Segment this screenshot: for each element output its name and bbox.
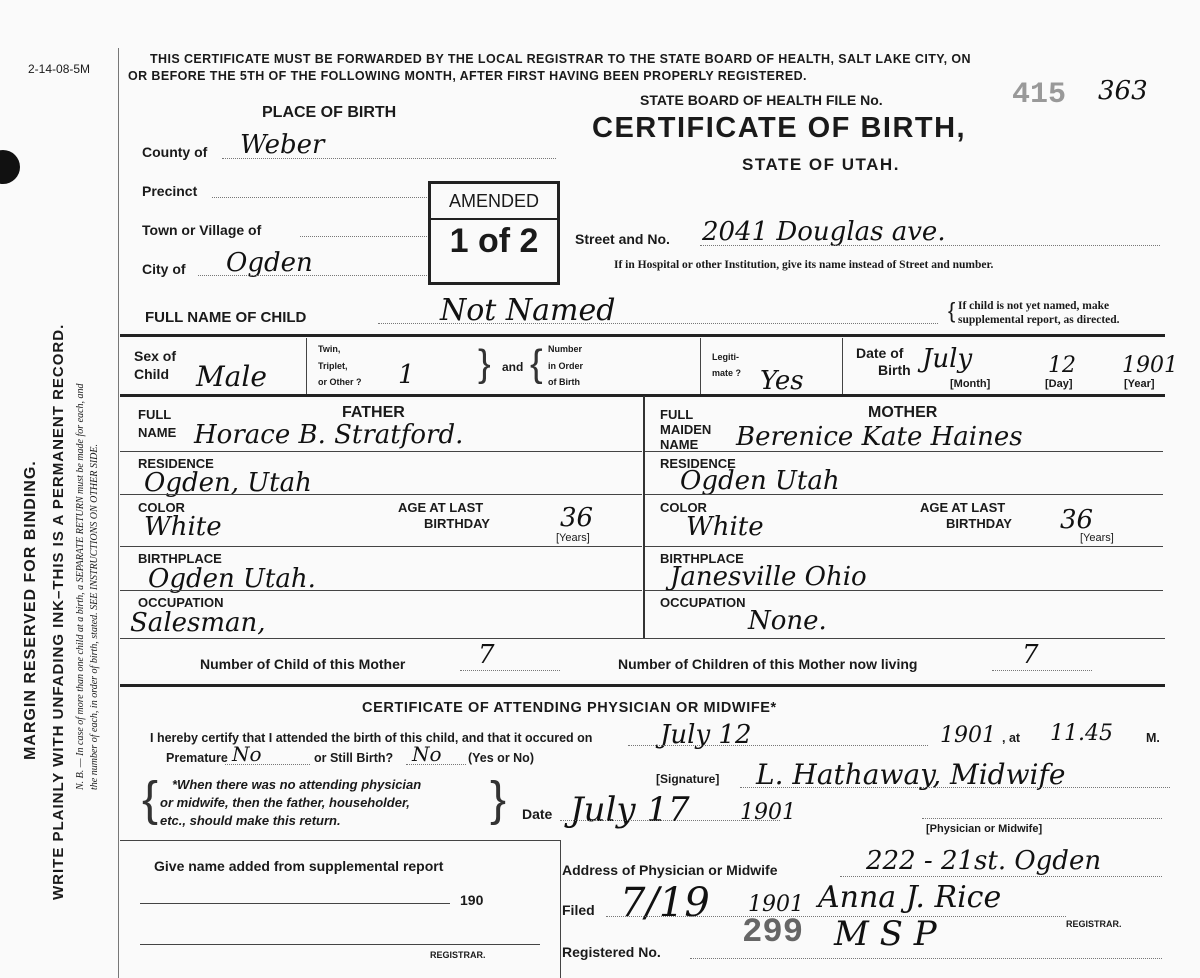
mother-years-label: [Years] (1080, 532, 1114, 544)
m-label: M. (1146, 731, 1160, 745)
certificate-title: CERTIFICATE OF BIRTH, (592, 112, 967, 144)
sex-value: Male (196, 360, 267, 393)
premature-value: No (232, 742, 262, 766)
filed-label: Filed (562, 902, 595, 918)
father-years-label: [Years] (556, 532, 590, 544)
address-value: 222 - 21st. Ogden (866, 846, 1102, 876)
physician-heading: CERTIFICATE OF ATTENDING PHYSICIAN OR MIDWIFE* (362, 700, 777, 716)
precinct-label: Precinct (142, 183, 198, 199)
mother-residence-label: RESIDENCE (660, 456, 736, 471)
living-label: Number of Children of this Mother now living (618, 656, 918, 672)
dob-label-1: Date of (856, 345, 904, 361)
dob-label-2: Birth (878, 362, 911, 378)
filed-date-value: 7/19 (620, 880, 710, 926)
father-name-value: Horace B. Stratford. (194, 420, 464, 450)
date-label: Date (522, 806, 553, 822)
mother-color-value: White (686, 512, 764, 542)
registrar-signature: Anna J. Rice (818, 880, 1002, 915)
father-occupation-value: Salesman, (130, 608, 266, 638)
street-label: Street and No. (575, 231, 670, 247)
note-line-3: etc., should make this return. (160, 813, 341, 828)
physician-date-value: July 12 (660, 720, 752, 750)
city-label: City of (142, 261, 186, 277)
county-value: Weber (240, 130, 325, 160)
father-name-label-2: NAME (138, 425, 177, 440)
registrar-label: REGISTRAR. (1066, 919, 1122, 929)
twin-label-2: Triplet, (318, 361, 348, 371)
role-label: [Physician or Midwife] (926, 823, 1043, 835)
twin-label-3: or Other ? (318, 377, 362, 387)
sign-year-value: 1901 (740, 800, 796, 825)
signature-value: L. Hathaway, Midwife (756, 758, 1066, 791)
file-no-handwritten: 363 (1098, 76, 1148, 106)
mother-age-value: 36 (1060, 505, 1094, 535)
mother-age-label-1: AGE AT LAST (920, 500, 1006, 515)
dob-year: 1901 (1122, 353, 1178, 378)
note-line-1: *When there was no attending physician (172, 777, 422, 792)
binding-hole (0, 150, 20, 184)
father-age-value: 36 (560, 503, 594, 533)
sign-date-value: July 17 (570, 790, 690, 830)
mother-residence-value: Ogden Utah (680, 466, 840, 496)
mother-occupation-label: OCCUPATION (660, 595, 746, 610)
father-residence-label: RESIDENCE (138, 456, 214, 471)
amended-stamp-count: 1 of 2 (449, 222, 539, 260)
certificate-subtitle: STATE OF UTAH. (742, 155, 900, 174)
sex-label-1: Sex of (134, 348, 177, 364)
twin-value: 1 (398, 360, 415, 390)
mother-name-label-1: FULL (660, 407, 694, 422)
father-occupation-label: OCCUPATION (138, 595, 224, 610)
order-label-2: in Order (548, 361, 584, 371)
mother-birthplace-value: Janesville Ohio (670, 562, 867, 592)
city-value: Ogden (226, 248, 313, 278)
file-no-stamp: 415 (1012, 78, 1067, 112)
legit-label-2: mate ? (712, 368, 742, 378)
child-name-note-1: If child is not yet named, make (958, 300, 1110, 312)
hospital-note: If in Hospital or other Institution, give its name instead of Street and number. (614, 259, 994, 271)
supplemental-label: Give name added from supplemental report (154, 858, 444, 874)
order-label-1: Number (548, 344, 583, 354)
form-code: 2-14-08-5M (28, 62, 91, 76)
month-label: [Month] (950, 378, 991, 390)
registered-stamp: 299 (742, 914, 804, 952)
dob-month: July (922, 344, 973, 374)
margin-note-2: the number of each, in order of birth, stated. SEE INSTRUCTIONS ON OTHER SIDE. (89, 443, 100, 790)
margin-note-1: N. B. — In case of more than one child at a birth, a SEPARATE RETURN must be made for each, and (75, 383, 86, 790)
signature-label: [Signature] (656, 772, 720, 786)
premature-label: Premature (166, 751, 228, 765)
child-name-label: FULL NAME OF CHILD (145, 309, 307, 326)
sex-label-2: Child (134, 366, 169, 382)
child-number-label: Number of Child of this Mother (200, 656, 406, 672)
town-label: Town or Village of (142, 222, 262, 238)
mother-occupation-value: None. (748, 606, 827, 636)
stillbirth-value: No (412, 742, 442, 766)
file-no-label: STATE BOARD OF HEALTH FILE No. (640, 92, 883, 108)
mother-name-label-3: NAME (660, 437, 699, 452)
mother-color-label: COLOR (660, 500, 707, 515)
supplemental-year-label: 190 (460, 892, 484, 908)
father-birthplace-value: Ogden Utah. (148, 564, 316, 594)
order-label-3: of Birth (548, 377, 580, 387)
filed-year-value: 1901 (748, 892, 804, 917)
margin-ink-text: WRITE PLAINLY WITH UNFADING INK–THIS IS A PERMANENT RECORD. (50, 323, 67, 900)
child-number-value: 7 (478, 640, 495, 670)
address-label: Address of Physician or Midwife (562, 862, 778, 878)
supplemental-registrar-label: REGISTRAR. (430, 950, 486, 960)
day-label: [Day] (1045, 378, 1073, 390)
header-line-1: THIS CERTIFICATE MUST BE FORWARDED BY THE LOCAL REGISTRAR TO THE STATE BOARD OF HEALTH, SALT LAKE CITY, ON (150, 52, 971, 66)
father-age-label-1: AGE AT LAST (398, 500, 484, 515)
dob-day: 12 (1048, 353, 1076, 378)
father-name-label-1: FULL (138, 407, 172, 422)
at-label: , at (1002, 731, 1021, 745)
physician-certify-text: I hereby certify that I attended the birth of this child, and that it occured on (150, 731, 593, 745)
legit-value: Yes (760, 366, 804, 396)
margin-rule (118, 48, 119, 978)
twin-label-1: Twin, (318, 344, 341, 354)
child-name-value: Not Named (440, 293, 616, 328)
header-line-2: OR BEFORE THE 5TH OF THE FOLLOWING MONTH, AFTER FIRST HAVING BEEN PROPERLY REGISTERED. (128, 69, 807, 83)
birth-certificate: 2-14-08-5M MARGIN RESERVED FOR BINDING. WRITE PLAINLY WITH UNFADING INK–THIS IS A PERMANENT RECORD. N. B. — In case of more than one child at a birth, a SEPARATE RETURN must be made for each, and the number of each, in order of birth, stated. SEE INSTRUCTIONS ON OTHER SIDE. THIS CERTIFICATE MUST BE FORWARDED BY THE LOCAL REGISTRAR TO THE STATE BOARD OF HEALTH, SALT LAKE CITY, ON OR BEFORE THE 5TH OF THE FOLLOWING MONTH, AFTER FIRST HAVING BEEN PROPERLY REGISTERED. STATE BOARD OF HEALTH FILE No. 415 363 CERTIFICATE OF BIRTH, STATE OF UTAH. PLACE OF BIRTH County of Weber Precinct Town or Village of City of Ogden AMENDED 1 of 2 Street and No. 2041 Douglas ave. If in Hospital or other Institution, give its name instead of Street and number. FULL NAME OF CHILD Not Named { If child is not yet named, make supplemental report, as directed. Sex of Child Male Twin, Triplet, or Other ? 1 } and { Number in Order of Birth Legiti- mate ? Yes Date of Birth July 12 1901 [Month] [Day] [Year] FATHER FULL NAME Horace B. Stratford. RESIDENCE Ogden, Utah COLOR White AGE AT LAST BIRTHDAY 36 [Years] BIRTHPLACE Ogden Utah. OCCUPATION Salesman, MOTHER FULL MAIDEN NAME Berenice Kate Haines RESIDENCE Ogden Utah COLOR White AGE AT LAST BIRTHDAY 36 [Years] BIRTHPLACE Janesville Ohio OCCUPATION None. Number of Child of this Mother 7 Number of Children of this Mother now living 7 CERTIFICATE OF ATTENDING PHYSICIAN OR MIDWIFE* I hereby certify that I attended the birth of this child, and that it occured on July 12 1901 , at 11.45 M. Premature No or Still Birth? No (Yes or No) { *When there was no attending physician or midwife, then the father, householder, etc., should make this return. } [Signature] L. Hathaway, Midwife Date July 17 1901 [Physician or Midwife] Give name added from supplemental report 190 REGISTRAR. Address of Physician or Midwife 222 - 21st. Ogden Filed 7/19 1901 Anna J. Rice REGISTRAR. Registered No. 299 M S P (0, 0, 1200, 978)
father-birthplace-label: BIRTHPLACE (138, 551, 222, 566)
father-color-label: COLOR (138, 500, 185, 515)
physician-time-value: 11.45 (1050, 721, 1113, 746)
mother-name-value: Berenice Kate Haines (736, 422, 1023, 452)
note-line-2: or midwife, then the father, householder, (160, 795, 410, 810)
mother-birthplace-label: BIRTHPLACE (660, 551, 744, 566)
physician-year-value: 1901 (940, 723, 996, 748)
amended-stamp (428, 181, 560, 285)
street-value: 2041 Douglas ave. (702, 217, 946, 247)
child-name-note-2: supplemental report, as directed. (958, 314, 1120, 326)
stillbirth-label: or Still Birth? (314, 751, 394, 765)
yesno-label: (Yes or No) (468, 751, 534, 765)
legit-label-1: Legiti- (712, 352, 739, 362)
father-age-label-2: BIRTHDAY (424, 516, 490, 531)
mother-heading: MOTHER (868, 404, 938, 421)
mother-age-label-2: BIRTHDAY (946, 516, 1012, 531)
place-of-birth-heading: PLACE OF BIRTH (262, 104, 397, 121)
father-residence-value: Ogden, Utah (144, 468, 312, 498)
amended-stamp-title: AMENDED (431, 184, 557, 220)
year-label: [Year] (1124, 378, 1155, 390)
registered-label: Registered No. (562, 944, 661, 960)
living-value: 7 (1022, 640, 1039, 670)
margin-binding-text: MARGIN RESERVED FOR BINDING. (22, 460, 39, 760)
registered-handwritten: M S P (834, 914, 937, 954)
and-label: and (502, 360, 524, 374)
father-heading: FATHER (342, 404, 405, 421)
father-color-value: White (144, 512, 222, 542)
mother-name-label-2: MAIDEN (660, 422, 712, 437)
county-label: County of (142, 144, 208, 160)
